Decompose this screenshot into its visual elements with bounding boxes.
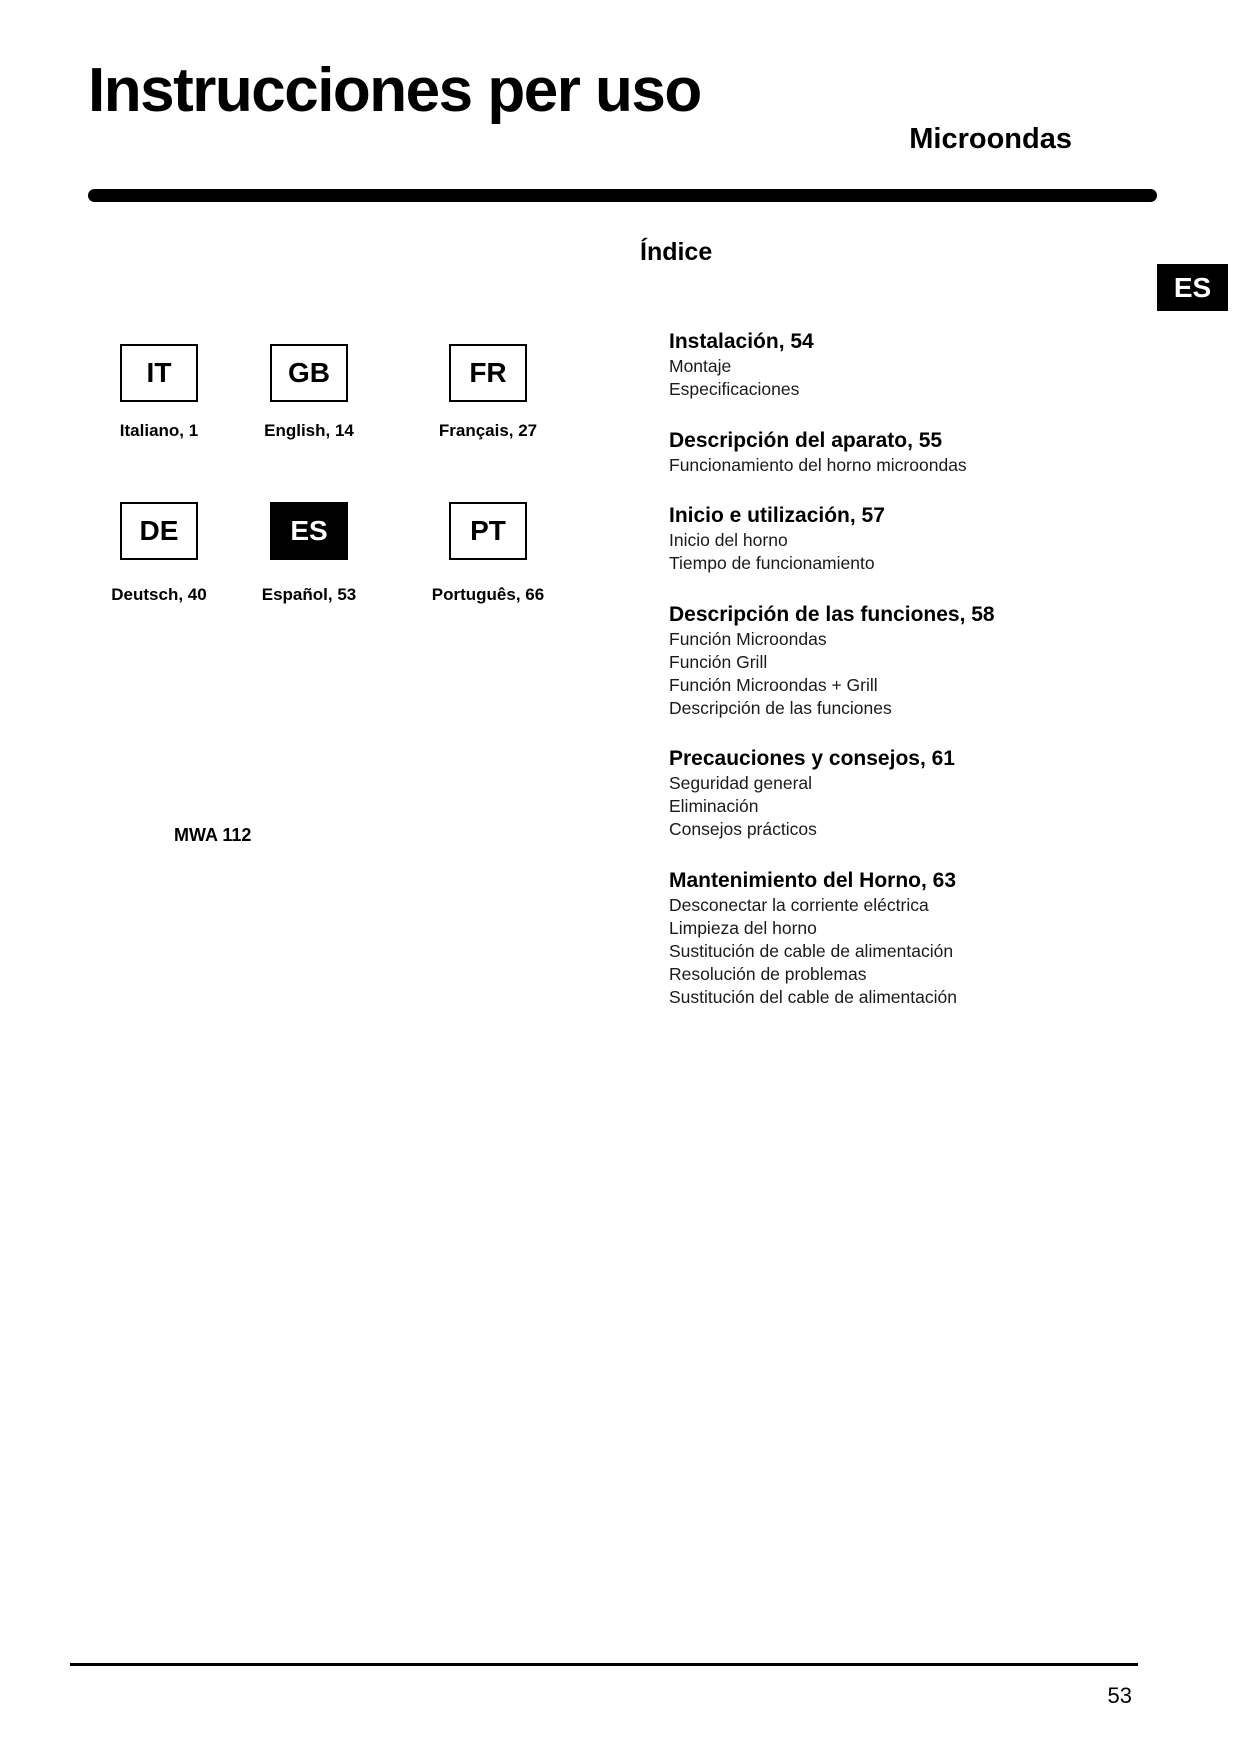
toc-heading: Instalación, 54 [669,330,814,353]
toc-item: Seguridad general [669,773,813,793]
toc-item: Sustitución del cable de alimentación [669,986,957,1007]
toc-section-mantenimiento [669,868,1209,1009]
toc-section-funciones [669,602,1209,720]
toc-item: Consejos prácticos [669,819,817,839]
language-box-fr: FR [449,344,527,402]
toc-item: Función Microondas + Grill [669,674,878,695]
toc-heading: Mantenimiento del Horno, 63 [669,868,957,892]
language-label-es: Español, 53 [261,585,357,604]
language-label-pt: Português, 66 [431,585,545,604]
toc-heading: Descripción del aparato, 55 [669,428,943,452]
language-label-fr: Français, 27 [438,421,538,440]
language-box-it: IT [120,344,198,402]
toc-item: Montaje [669,356,732,376]
toc-item: Limpieza del horno [669,917,817,938]
language-entry-gb [219,344,399,454]
toc-item: Descripción de las funciones [669,697,892,718]
language-box-gb: GB [270,344,348,402]
language-label-gb: English, 14 [264,421,354,440]
page-number: 53 [1107,1683,1132,1708]
toc-item: Función Grill [669,651,768,672]
language-entry-fr [398,344,578,454]
footer-rule [70,1663,1138,1666]
language-side-tab [1157,264,1228,311]
header-rule [88,189,1157,202]
toc-heading: Precauciones y consejos, 61 [669,747,955,770]
language-box-de: DE [120,502,198,560]
toc-item: Resolución de problemas [669,963,867,984]
language-box-pt: PT [449,502,527,560]
page-title: Instrucciones per uso [88,56,701,125]
toc-section-instalacion [669,329,1209,401]
toc-section-precauciones [669,746,1209,841]
index-title: Índice [640,238,713,266]
toc-item: Tiempo de funcionamiento [669,553,875,573]
model-number: MWA 112 [174,825,252,845]
product-type: Microondas [909,123,1072,155]
toc-item: Función Microondas [669,628,827,649]
language-box-es: ES [270,502,348,560]
language-label-it: Italiano, 1 [119,421,199,440]
language-entry-pt [398,502,578,612]
side-tab-label: ES [1173,271,1212,303]
toc-heading: Descripción de las funciones, 58 [669,602,995,626]
table-of-contents [669,329,1209,1035]
toc-item: Funcionamiento del horno microondas [669,454,967,475]
language-label-de: Deutsch, 40 [111,585,207,604]
toc-section-descripcion-aparato [669,428,1209,477]
toc-section-inicio [669,503,1209,575]
language-entry-es [219,502,399,612]
toc-item: Inicio del horno [669,530,788,550]
toc-item: Sustitución de cable de alimentación [669,940,954,961]
toc-item: Desconectar la corriente eléctrica [669,894,929,915]
toc-item: Especificaciones [669,379,800,399]
toc-item: Eliminación [669,796,759,816]
toc-heading: Inicio e utilización, 57 [669,504,885,527]
